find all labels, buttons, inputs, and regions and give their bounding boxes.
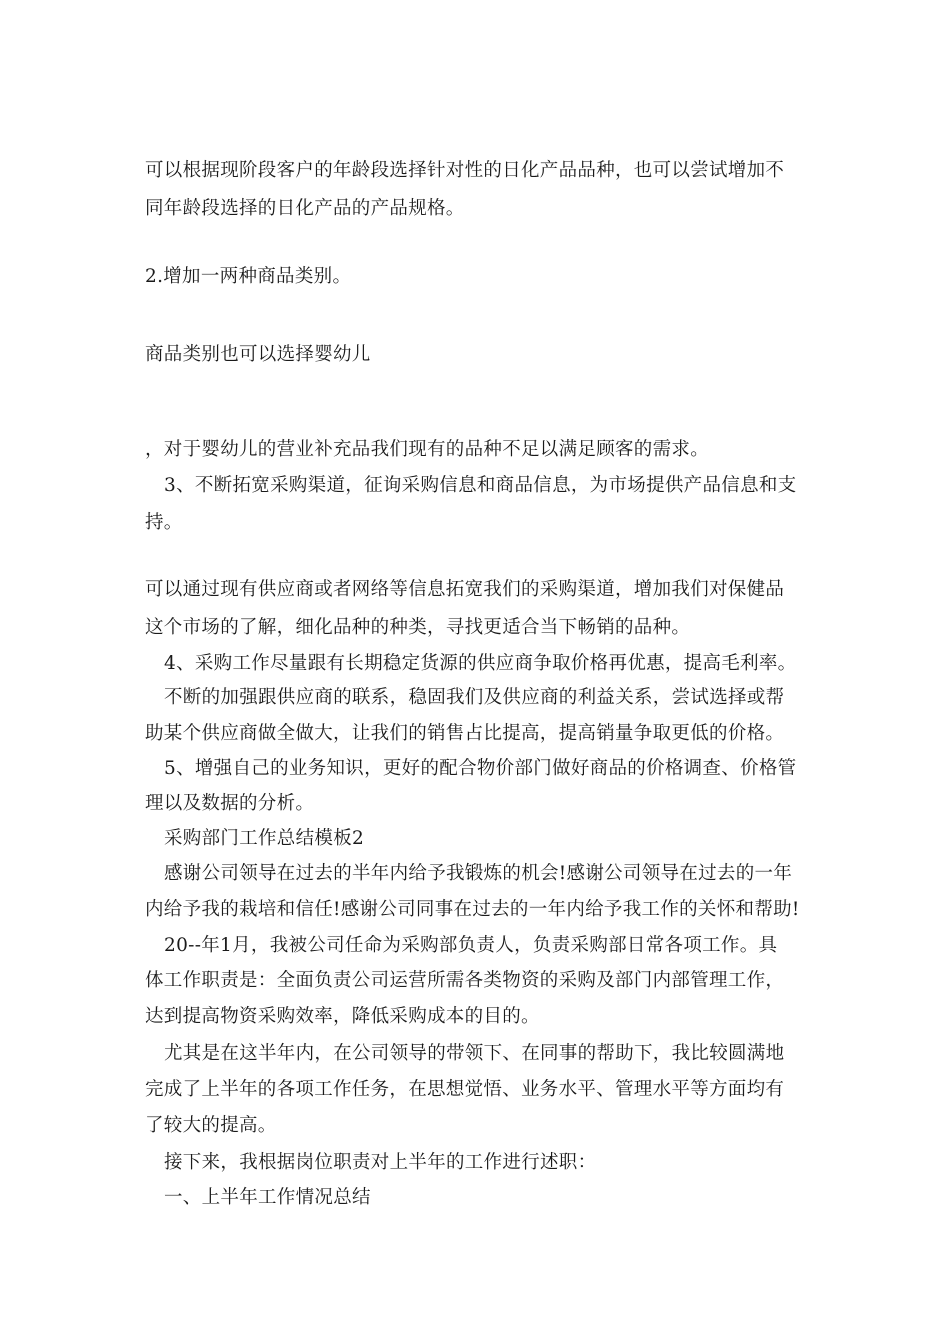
list-item-heading: 3、不断拓宽采购渠道，征询采购信息和商品信息，为市场提供产品信息和支: [164, 475, 797, 496]
section-title: 采购部门工作总结模板2: [164, 828, 365, 849]
paragraph-line: 接下来，我根据岗位职责对上半年的工作进行述职：: [164, 1152, 597, 1173]
paragraph-line: 可以根据现阶段客户的年龄段选择针对性的日化产品品种，也可以尝试增加不: [145, 160, 785, 181]
paragraph-line: ，对于婴幼儿的营业补充品我们现有的品种不足以满足顾客的需求。: [145, 439, 710, 460]
paragraph-line: 完成了上半年的各项工作任务，在思想觉悟、业务水平、管理水平等方面均有: [145, 1079, 785, 1100]
list-item-heading: 5、增强自己的业务知识，更好的配合物价部门做好商品的价格调查、价格管: [164, 758, 797, 779]
paragraph-line: 尤其是在这半年内，在公司领导的带领下、在同事的帮助下，我比较圆满地: [164, 1043, 785, 1064]
list-item-heading: 4、采购工作尽量跟有长期稳定货源的供应商争取价格再优惠，提高毛利率。: [164, 653, 797, 674]
paragraph-line: 可以通过现有供应商或者网络等信息拓宽我们的采购渠道，增加我们对保健品: [145, 579, 785, 600]
paragraph-line: 助某个供应商做全做大，让我们的销售占比提高，提高销量争取更低的价格。: [145, 723, 785, 744]
paragraph-line: 体工作职责是：全面负责公司运营所需各类物资的采购及部门内部管理工作，: [145, 970, 785, 991]
paragraph-line: 感谢公司领导在过去的半年内给予我锻炼的机会!感谢公司领导在过去的一年: [164, 863, 793, 884]
list-item-heading: 2.增加一两种商品类别。: [145, 266, 352, 287]
paragraph-line: 商品类别也可以选择婴幼儿: [145, 344, 371, 365]
paragraph-line: 理以及数据的分析。: [145, 793, 315, 814]
paragraph-line: 这个市场的了解，细化品种的种类，寻找更适合当下畅销的品种。: [145, 617, 691, 638]
paragraph-line: 内给予我的栽培和信任!感谢公司同事在过去的一年内给予我工作的关怀和帮助!: [145, 899, 800, 920]
paragraph-line: 持。: [145, 512, 183, 533]
paragraph-line: 不断的加强跟供应商的联系，稳固我们及供应商的利益关系，尝试选择或帮: [164, 687, 785, 708]
paragraph-line: 达到提高物资采购效率，降低采购成本的目的。: [145, 1006, 540, 1027]
paragraph-line: 20--年1月，我被公司任命为采购部负责人，负责采购部日常各项工作。具: [164, 935, 778, 956]
section-heading: 一、上半年工作情况总结: [164, 1187, 371, 1208]
paragraph-line: 了较大的提高。: [145, 1115, 277, 1136]
paragraph-line: 同年龄段选择的日化产品的产品规格。: [145, 198, 465, 219]
